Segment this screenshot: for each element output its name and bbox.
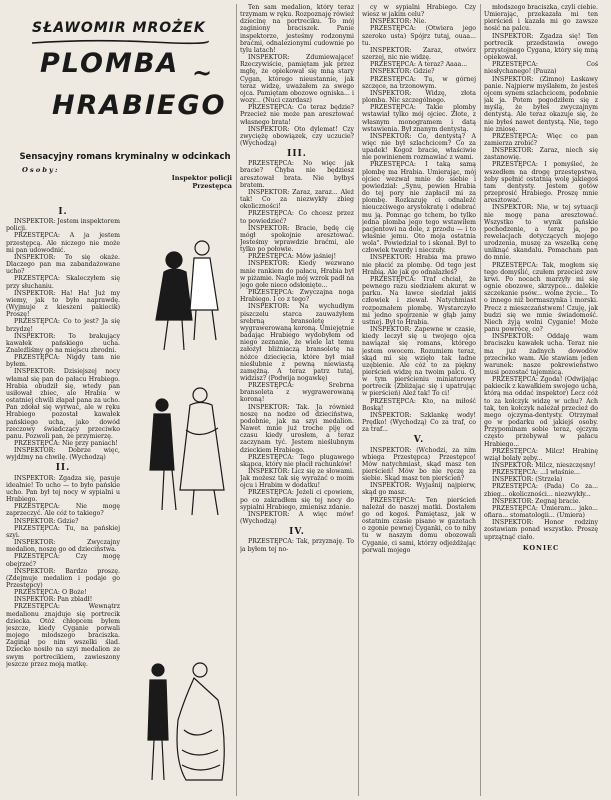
dialogue-line: INSPEKTOR: Honor rodziny zostawiam ponad wszystko. Proszę uprzątnąć ciało. xyxy=(484,519,598,541)
dialogue-line: PRZESTĘPCA: Tego plugawego skąpca, który nie płacił rachunków! xyxy=(240,453,354,468)
column-rule-3 xyxy=(480,4,481,796)
dialogue-line: PRZESTĘPCA: Ten pierścień należał do naszej matki. Dostałem go od kogoś. Pamiętasz, jak w ostatnim czasie pisano w gazetach o zgonie pewnej Cyganki, co to niby tu w naszym domu obozowali Cyganie, ci sami, którzy odjeżdżając porwali mojego xyxy=(362,496,476,554)
dialogue-line: PRZESTĘPCA: Nie przy paniach! xyxy=(14,440,118,447)
cast-item-criminal: Przestępca xyxy=(192,182,232,190)
section-number: III. xyxy=(287,149,307,160)
dialogue-line: PRZESTĘPCA: Nigdy tam nie byłem. xyxy=(6,354,120,369)
text-column-1 xyxy=(6,205,120,797)
dancing-couple-illustration xyxy=(150,388,224,515)
dialogue-line: INSPEKTOR: Jestem inspektorem policji. xyxy=(6,218,120,233)
section-number: V. xyxy=(413,435,425,446)
dialogue-line: INSPEKTOR: Kiedy wezwano mnie rankiem do pałacu, Hrabia był w piżamie. Nagle mój wzrok padł na jego gołe nieco odsłonięte... xyxy=(240,260,354,289)
dialogue-line: PRZESTĘPCA: Więc co pan zamierza zrobić? xyxy=(484,132,598,147)
dialogue-line: INSPEKTOR: Milcz, nieszczęsny! xyxy=(492,462,596,469)
dialogue-line: INSPEKTOR: Zdumiewające! Rzeczywiście, pamiętam jak przez mgłę, że opiekował się mną stary Cygan, którego nieustannie, jak teraz widzę, uważałem za swego ojca. Pamiętam obozowe ogniska... i wozy... (Nuci czardasz) xyxy=(240,54,354,105)
dialogue-line: PRZESTĘPCA: Zwyczajna noga Hrabiego. I co z tego? xyxy=(240,289,354,304)
text-column-2 xyxy=(240,4,354,796)
end-marker: KONIEC xyxy=(522,543,560,552)
dialogue-line: INSPEKTOR: Widzę, złota plomba. Nic szczególnego. xyxy=(362,89,476,105)
dialogue-line: PRZESTĘPCA: A teraz? Aaaa... xyxy=(370,61,468,69)
dialogue-line: INSPEKTOR: Co, dentystą? A więc nie był szlachcicem? Co za upadek! Kogoż bracie, właściwie nie powinienem rozmawiać z wami. xyxy=(362,132,476,162)
dialogue-line: PRZESTĘPCA: Tu, w górnej szczęce, na trzonowym. xyxy=(362,75,476,90)
dialogue-line: INSPEKTOR: Tak. Ja również noszę na nodze od dzieciństwa, podobnie, jak na szyi medalion. Nawet mnie już troche piję od czasu kiedy urosłem, a teraz zaczynam tyć. Jestem nieślubnym dzieckiem Hrabiego. xyxy=(240,403,354,454)
dialogue-line: INSPEKTOR: Oddaję wam braciszku kawałek ucha. Teraz nie ma już żadnych dowodów przeciwko wam. Ale stawiam jeden warunek: nasze pokrewieństwo musi pozostać tajemnicą. xyxy=(484,333,598,376)
dialogue-line: INSPEKTOR: To brakujący kawałek pańskiego ucha. Znaleźliśmy go na miejscu zbrodni. xyxy=(6,332,120,354)
dialogue-line: INSPEKTOR: Zgadza się! Ten portrecik przedstawia owego przystojnego Cygana, który się mną opiekował. xyxy=(484,32,598,62)
dialogue-line: PRZESTĘPCA: Takie plomby wstawiał tylko mój ojciec. Złote, z własnym monogramem i datą wstawienia. Był znanym dentystą. xyxy=(362,104,476,133)
dialogue-line: PRZESTĘPCA: Tak, mogłem się tego domyślić, czułem przecież zew krwi. Po nocach marzyły mi się ognie obozowe, skrzypce... dalekie szczekanie psów... wolne życie... To o innego niż bormaszynka i morski. Precz z mieszczaństwem! Czuję, jak budzi się we mnie świadomość. Niech żyją wolni Cyganie! Może panu powrócę, co? xyxy=(484,261,598,334)
dialogue-line: PRZESTĘPCA: O Boże! xyxy=(14,589,87,597)
dialogue-line: PRZESTĘPCA: Mów jaśniej! xyxy=(248,253,337,261)
cast-label: Osoby: xyxy=(22,166,60,174)
dialogue-line: PRZESTĘPCA: I pomyśleć, że wszedłem na drogę przestępstwa, żeby spełnić ostatnią wolę jakiegoś tam dentysty. Jestem gotów przeprosić Hrabiego. Proszę mnie aresztować. xyxy=(484,161,598,205)
dialogue-line: INSPEKTOR: Wyjaśnij najpierw, skąd go masz. xyxy=(362,482,476,497)
dialogue-line: INSPEKTOR: Na wychudłym piszczelu starca zauważyłem srebrną bransoletę z wygrawerowaną koroną. Umiejętnie badając Hrabiego wydobyłem od niego zeznanie, że wiele lat temu założył bliźniaczą bransoletę na nóżce dziecięcia, które był miał nieślubnie z pewną niewiastą zamężną. A teraz patrz tutaj, widzisz? (Podwija nogawkę) xyxy=(240,303,354,382)
dialogue-line: PRZESTĘPCA: Czy mogę obejrzeć? xyxy=(6,553,120,568)
dialogue-line: INSPEKTOR: (Wchodzi, za nim wbiega Przestępca) Przestępco! Mów natychmiast, skąd masz ten pierścień! Mów bo nie ręczę za siebie. Skąd masz ten pierścień? xyxy=(362,446,476,483)
dialogue-line: INSPEKTOR: Szklankę wody! Prędko! (Wychodzą) Co za traf, co za traf... xyxy=(362,411,476,434)
dialogue-line: INSPEKTOR: Nie. xyxy=(370,18,427,26)
dialogue-line: INSPEKTOR: Licz się ze słowami. Jak możesz tak się wyrażać o moim ojcu i Hrabim w dodatku! xyxy=(240,468,354,490)
illustration-column xyxy=(134,200,238,796)
dialogue-line: PRZESTĘPCA: Tak, przyznaję. To ja byłem tej no- xyxy=(240,538,354,553)
dialogue-line: INSPEKTOR: Zgadza się, pasuje idealnie! To ucho — to było pańskie ucho. Pan był tej nocy w sypialni u Hrabiego. xyxy=(6,474,120,504)
dialogue-line: INSPEKTOR: Nie, w tej sytuacji nie mogę pana aresztować. Wszystko to wynik pańskie pochodzenie, a teraz ja, po rewelacjach dotyczących mojego urodzenia, muszę za wszelką cenę uniknąć skandalu. Pomacham pan do mnie. xyxy=(484,204,598,262)
author-name: SŁAWOMIR MROŻEK xyxy=(32,20,206,36)
dialogue-line: PRZESTĘPCA: Zgoda! (Odwijając pakiecik z kawałkiem swojego ucha, którą ma oddać inspektor) Lecz cóż to za kołczyk widzę w uchu? Ach tak, ten kołczyk należał przecież do mego ojczyma-dentysty. Otrzymał go w podarku od jakiejś osoby. Przypominam sobie teraz, ojczym często przebywał w pałacu Hrabiego... xyxy=(484,376,598,448)
bride-groom-illustration xyxy=(148,663,224,780)
cast-list xyxy=(22,166,232,190)
dialogue-line: PRZESTĘPCA: Co teraz będzie? Przecież nie może pan aresztować własnego brata! xyxy=(240,104,354,126)
dialogue-line: INSPEKTOR: Hrabia ma prawo nie płacić za plombę. Od tego jest Hrabią. Ale jak go odnalazłeś? xyxy=(362,254,476,276)
dialogue-line: INSPEKTOR: Bracie, będę cię mógł spokojnie aresztować. Jesteśmy wprawdzie braćmi, ale tylko po połowie. xyxy=(240,224,354,254)
dialogue-line: PRZESTĘPCA: Kto, na miłość Boską! xyxy=(362,397,476,412)
section-number: IV. xyxy=(289,527,305,538)
dialogue-line: PRZESTĘPCA: Milcz! Hrabinę wziął bolały zęby... xyxy=(484,447,598,462)
dialogue-line: INSPEKTOR: Gdzie? xyxy=(14,517,79,525)
dialogue-line: PRZESTĘPCA: A ja jestem przestępcą. Ale niczego nie może mi pan udowodnić. xyxy=(6,232,120,254)
dialogue-line: INSPEKTOR: Zwyczajny medalion, noszę go od dzieciństwa. xyxy=(6,539,120,554)
title-line-2: HRABIEGO xyxy=(52,90,227,121)
dialogue-line: PRZESTĘPCA: No więc jak bracie? Chyba nie będziesz aresztował brata. Nie byłbyś bratem. xyxy=(240,160,354,189)
dialogue-line: INSPEKTOR: (Zimno) Łaskawy panie. Najpierw myślałem, że jesteś ojcem synem szlachcicem, podobnie jak ja. Potem pogodziłem się z myślą, że byłeś zwyczajnym dentystą. Ale teraz okazuje się, że nie byłeś nawet dentystą. Nie, tego nie zniosę. xyxy=(484,75,598,133)
dialogue-line: INSPEKTOR: Pan zbladł! xyxy=(14,596,93,604)
dialogue-line: PRZESTĘPCA: Co to jest? Ja się brzydzę! xyxy=(6,318,120,333)
dialogue-line: INSPEKTOR: A więc mów! (Wychodzą) xyxy=(240,510,354,526)
text-column-3 xyxy=(362,4,476,796)
dialogue-line: PRZESTĘPCA: (Otwiera jego szeroko usta) Spójrz tutaj, ouaa... tu. xyxy=(362,25,476,47)
title-underline-icon xyxy=(30,38,210,46)
dialogue-line: INSPEKTOR: (Strzela) xyxy=(492,476,563,484)
dialogue-line: PRZESTĘPCA: (Pada) Co za... zbieg... okoliczności... niezwykły... xyxy=(484,483,598,498)
dialogue-line: PRZESTĘPCA: Tu, na pańskiej szyi. xyxy=(6,524,120,539)
dialogue-line: INSPEKTOR: To się okaże. Dlaczego pan ma zabandażowane ucho? xyxy=(6,253,120,276)
dialogue-line: cy w sypialni Hrabiego. Czy wiesz w jakim celu? xyxy=(362,4,476,19)
dialogue-line: INSPEKTOR: Oto dylemat! Czy zwyciężę obowiązek, czy uczucie? (Wychodzą) xyxy=(240,125,354,147)
dialogue-line: INSPEKTOR: Zaraz, otwórz szerzej, nic nie widzę. xyxy=(362,46,476,62)
dialogue-line: INSPEKTOR: Zaraz, niech się zastanowię. xyxy=(484,147,598,162)
section-number: I. xyxy=(58,207,68,217)
section-number: II. xyxy=(55,463,71,474)
dialogue-line: INSPEKTOR: Zaraz, zaraz... Ależ tak! Co za niezwykły zbieg okoliczności! xyxy=(240,188,354,211)
title-block xyxy=(12,6,230,156)
dialogue-line: młodszego braciszka, czyli ciebie. Umierając, przekazała mi ten pierścień i kazała mi go zawsze nosić na palcu. xyxy=(484,4,598,33)
dialogue-line: INSPEKTOR: Zapewne w czasie, kiedy leczył się u twojego ojca nawiązał się romans, którego jestem owocem. Rozumiem teraz, skąd mi się wzięło tak ładne uzębienie. Ale cóż to za piękny pierścień widzę na twoim palcu. O, w tym pierścieniu miniaturowy portrecik (Zbliżając się i upatrując w pierścień) Ależ tak! To ci! xyxy=(362,326,476,398)
dialogue-line: INSPEKTOR: Ha! Ha! Już my wiemy, jak to było naprawdę. (Wyjmuje z kieszeni pakiecik) Proszę! xyxy=(6,289,120,319)
text-column-4 xyxy=(484,4,598,796)
dialogue-line: PRZESTĘPCA: ...I właśnie... xyxy=(492,469,580,477)
dialogue-line: PRZESTĘPCA: Coś niesłychanego! (Pauza) xyxy=(484,61,598,76)
dialogue-line: PRZESTĘPCA: Umieram... jako... ofiara... stomatologii... (Umiera) xyxy=(484,504,598,520)
cast-item-inspector: Inspektor policji xyxy=(171,174,232,182)
title-tilde-icon: ~ xyxy=(192,58,213,87)
dialogue-line: PRZESTĘPCA: I taką samą plombę ma Hrabia. Umierając, mój ojciec wezwał mnie do siebie i powiedział: „Synu, pewien Hrabia do tej pory nie zapłacił mi za plombę. Rozkazuję ci odnaleźć nieuczciwego arystokratę i odebrać mu ją. Pomnąc go tchem, bo tylko jedna plomba jego tego wstawiłem pacjentowi na dole, z przodu — i to właśnie jemu. Oto moja ostatnia wola". Powiedział to i skonał. Był to człowiek twardy i nieczuły. xyxy=(362,161,476,255)
column-rule-2 xyxy=(358,4,359,796)
dialogue-line: INSPEKTOR: Zegnaj bracie. xyxy=(492,497,581,505)
dialogue-line: INSPEKTOR: Dobrze więc, wyjdźmy na chwilę. (Wychodzą) xyxy=(6,447,120,462)
dialogue-line: PRZESTĘPCA: Traf chciał, że pewnego razu siedziałem akurat w parku. Na ławce siedział jakiś człowiek i ziewał. Natychmiast rozpoznałem plombę. Wystarczyło mi jedno spojrzenie w głąb jamy ustnej. Był to Hrabia. xyxy=(362,275,476,326)
subtitle: Sensacyjny romans kryminalny w odcinkach xyxy=(19,152,231,162)
couple-illustration xyxy=(156,241,218,350)
dialogue-line: PRZESTĘPCA: Jeżeli ci cpowiem, po co zakradłem się tej nocy do sypialni Hrabiego, zmienisz zdanie. xyxy=(240,489,354,511)
dialogue-line: INSPEKTOR: Gdzie? xyxy=(370,68,435,76)
dialogue-line: PRZESTĘPCA: Wewnątrz medalionu znajduje się portrecik dziecka. Otóż chłopcem byłem jeszcze, kiedy Cyganie porwali mojego młodszego braciszka. Zaginął po nim wszelki ślad. Dziecko nosiło na szyi medalion ze swym portrecikiem, zawieszony jeszcze przez moją matkę. xyxy=(6,603,120,668)
column-rule-1 xyxy=(236,4,237,796)
dialogue-line: PRZESTĘPCA: Co chcesz przez to powiedzieć? xyxy=(240,210,354,225)
dialogue-line: PRZESTĘPCA: Skaleczyłem się przy słuchaniu. xyxy=(6,275,120,290)
dialogue-line: Ten sam medalion, który teraz trzymam w ręku. Rozpoznaję rówież dziecinę na portreciku. To mój zaginiony braciszek. Panie inspektorze, jesteśmy rodzonymi braćmi, odnalezionymi cudownie po tylu latach! xyxy=(240,4,354,54)
dialogue-line: PRZESTĘPCA: Srebrna bransoleta z wygrawerowaną koroną! xyxy=(240,382,354,404)
dialogue-line: INSPEKTOR: Dzisiejszej nocy włamał się pan do pałacu Hrabiego. Hrabia obudził się, wtedy pan usiłował zbiec, ale Hrabia w ostatniej chwili złapał pana za ucho. Pan zdołał się wyrwać, ale w ręku Hrabiego pozostał kawałek pańskiego ucha, jako dowód rzeczowy świadczący przeciwko panu. Pozwoli pan, że przymierzę. xyxy=(6,368,120,440)
dialogue-line: INSPEKTOR: Bardzo proszę. (Zdejmuje medalion i podaje go Przestępcy) xyxy=(6,567,120,589)
title-line-1: PLOMBA xyxy=(40,48,180,79)
dialogue-line: PRZESTĘPCA: Nie mogę zaprzeczyć. Ale cóż to takiego? xyxy=(6,503,120,518)
